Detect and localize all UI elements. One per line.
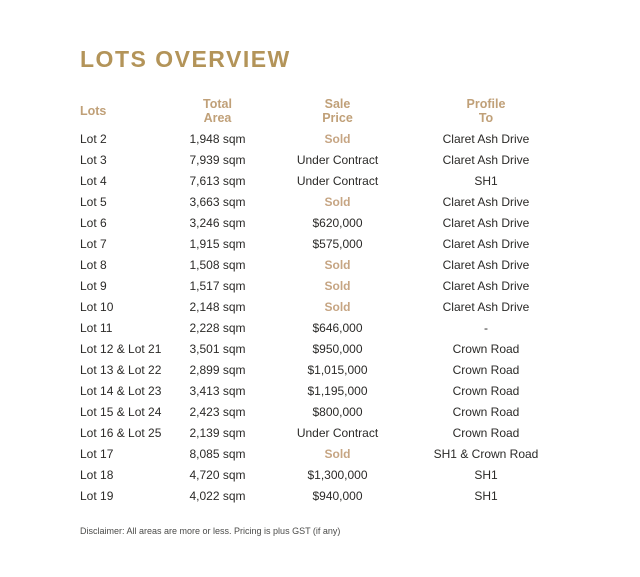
disclaimer: Disclaimer: All areas are more or less. Pricing is plus GST (if any): [80, 526, 341, 536]
total-area-cell: 2,423 sqm: [189, 404, 246, 419]
total-area-cell: 7,613 sqm: [189, 173, 246, 188]
profile-to-cell: Claret Ash Drive: [442, 215, 530, 230]
total-area-cell: 2,139 sqm: [189, 425, 246, 440]
lot-name-cell: Lot 7: [80, 236, 107, 251]
total-area-cell: 4,720 sqm: [189, 467, 246, 482]
sale-price-cell: Sold: [324, 131, 351, 146]
total-area-cell: 2,148 sqm: [189, 299, 246, 314]
sale-price-cell: $646,000: [312, 320, 363, 335]
lot-name-cell: Lot 12 & Lot 21: [80, 341, 162, 356]
profile-to-cell: Crown Road: [452, 383, 520, 398]
lot-name-cell: Lot 9: [80, 278, 107, 293]
profile-to-cell: Claret Ash Drive: [442, 194, 530, 209]
lot-name-cell: Lot 10: [80, 299, 114, 314]
lot-name-cell: Lot 8: [80, 257, 107, 272]
lot-name-cell: Lot 17: [80, 446, 114, 461]
header-total-area-line2: Area: [203, 111, 232, 125]
table-row: [80, 296, 562, 317]
header-cell-profile-to: [410, 96, 562, 126]
lot-name-cell: Lot 13 & Lot 22: [80, 362, 162, 377]
header-cell-total-area: [170, 96, 265, 126]
header-lots-line1: Lots: [80, 104, 107, 118]
profile-to-cell: -: [484, 320, 488, 335]
profile-to-cell: Claret Ash Drive: [442, 257, 530, 272]
total-area-cell: 1,948 sqm: [189, 131, 246, 146]
sale-price-cell: Sold: [324, 299, 351, 314]
header-profile-to-line2: To: [478, 111, 494, 125]
header-cell-lots: [80, 96, 170, 126]
sale-price-cell: $575,000: [312, 236, 363, 251]
profile-to-cell: Crown Road: [452, 341, 520, 356]
profile-to-cell: SH1 & Crown Road: [433, 446, 539, 461]
profile-to-cell: SH1: [474, 173, 498, 188]
sale-price-cell: Under Contract: [296, 152, 379, 167]
table-row: [80, 149, 562, 170]
profile-to-cell: Claret Ash Drive: [442, 299, 530, 314]
total-area-cell: 2,228 sqm: [189, 320, 246, 335]
total-area-cell: 8,085 sqm: [189, 446, 246, 461]
sale-price-cell: $620,000: [312, 215, 363, 230]
lot-name-cell: Lot 16 & Lot 25: [80, 425, 162, 440]
sale-price-cell: Sold: [324, 194, 351, 209]
total-area-cell: 4,022 sqm: [189, 488, 246, 503]
table-body: [80, 128, 562, 506]
header-sale-price-line2: Price: [322, 111, 353, 125]
profile-to-cell: Crown Road: [452, 362, 520, 377]
total-area-cell: 2,899 sqm: [189, 362, 246, 377]
table-row: [80, 317, 562, 338]
table-row: [80, 443, 562, 464]
sale-price-cell: Sold: [324, 257, 351, 272]
lot-name-cell: Lot 4: [80, 173, 107, 188]
total-area-cell: 3,663 sqm: [189, 194, 246, 209]
lot-name-cell: Lot 15 & Lot 24: [80, 404, 162, 419]
table-row: [80, 359, 562, 380]
sale-price-cell: Under Contract: [296, 173, 379, 188]
total-area-cell: 1,915 sqm: [189, 236, 246, 251]
lot-name-cell: Lot 14 & Lot 23: [80, 383, 162, 398]
sale-price-cell: $800,000: [312, 404, 363, 419]
lot-name-cell: Lot 5: [80, 194, 107, 209]
lot-name-cell: Lot 11: [80, 320, 113, 335]
sale-price-cell: Sold: [324, 278, 351, 293]
sale-price-cell: Sold: [324, 446, 351, 461]
table-row: [80, 212, 562, 233]
table-row: [80, 338, 562, 359]
profile-to-cell: Claret Ash Drive: [442, 131, 530, 146]
profile-to-cell: Claret Ash Drive: [442, 278, 530, 293]
table-row: [80, 464, 562, 485]
profile-to-cell: SH1: [474, 488, 498, 503]
total-area-cell: 1,517 sqm: [189, 278, 246, 293]
page-title: LOTS OVERVIEW: [80, 46, 291, 72]
table-header-row: [80, 96, 562, 126]
sale-price-cell: $1,015,000: [307, 362, 368, 377]
total-area-cell: 1,508 sqm: [189, 257, 246, 272]
header-profile-to-line1: Profile: [466, 97, 506, 111]
table-row: [80, 422, 562, 443]
lot-name-cell: Lot 19: [80, 488, 114, 503]
table-row: [80, 275, 562, 296]
profile-to-cell: Claret Ash Drive: [442, 236, 530, 251]
total-area-cell: 3,413 sqm: [189, 383, 246, 398]
profile-to-cell: Crown Road: [452, 404, 520, 419]
sale-price-cell: $940,000: [312, 488, 363, 503]
total-area-cell: 3,501 sqm: [189, 341, 246, 356]
table-row: [80, 170, 562, 191]
profile-to-cell: Claret Ash Drive: [442, 152, 530, 167]
table-row: [80, 254, 562, 275]
total-area-cell: 7,939 sqm: [189, 152, 246, 167]
sale-price-cell: Under Contract: [296, 425, 379, 440]
table-row: [80, 380, 562, 401]
lot-name-cell: Lot 6: [80, 215, 107, 230]
lot-name-cell: Lot 2: [80, 131, 107, 146]
table-row: [80, 401, 562, 422]
total-area-cell: 3,246 sqm: [189, 215, 246, 230]
lot-name-cell: Lot 3: [80, 152, 107, 167]
lots-table: [80, 96, 562, 506]
header-sale-price-line1: Sale: [324, 97, 351, 111]
lot-name-cell: Lot 18: [80, 467, 114, 482]
header-cell-sale-price: [265, 96, 410, 126]
table-row: [80, 191, 562, 212]
sale-price-cell: $1,300,000: [307, 467, 368, 482]
sale-price-cell: $950,000: [312, 341, 363, 356]
header-total-area-line1: Total: [203, 97, 232, 111]
table-row: [80, 485, 562, 506]
sale-price-cell: $1,195,000: [307, 383, 368, 398]
table-row: [80, 128, 562, 149]
profile-to-cell: Crown Road: [452, 425, 520, 440]
profile-to-cell: SH1: [474, 467, 498, 482]
table-row: [80, 233, 562, 254]
